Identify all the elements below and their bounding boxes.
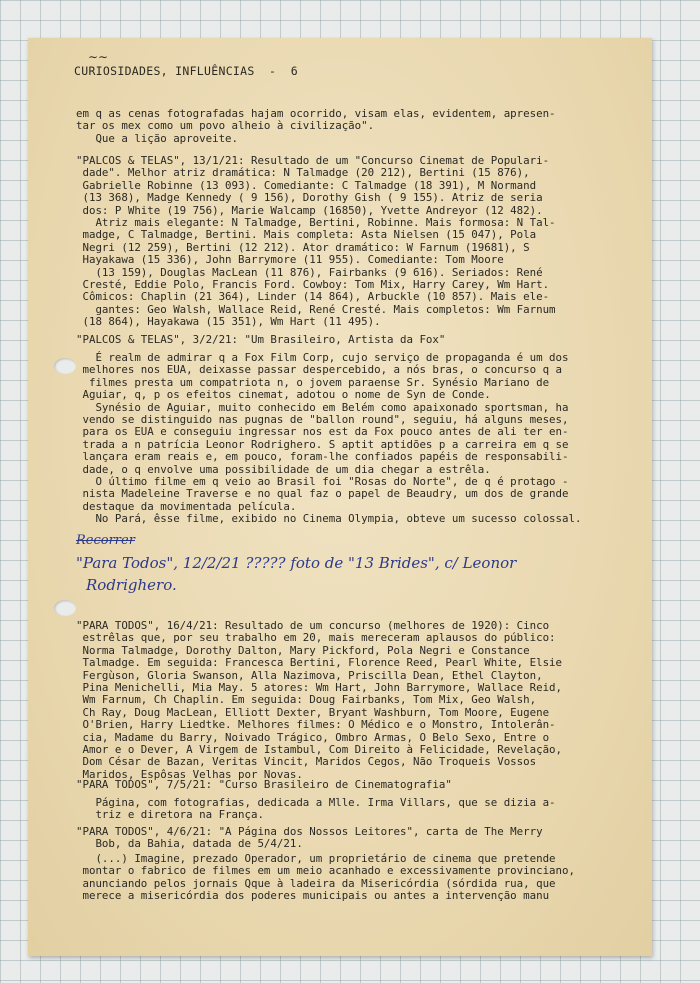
handwritten-line-3: Rodrighero. [86, 576, 177, 594]
entry-palcos-telas-3-2-21-body: É realm de admirar q a Fox Film Corp, cujo serviço de propaganda é um dos melhores nos EUA, deixasse passar despercebido, a nós bras, o concurso q a filmes presta um compatriota n, o jovem paraense Sr. Synésio Mariano de Aguiar, q, p os efeitos cinemat, adotou o nome de Syn de Conde. Synésio de Aguiar, muito conhecido em Belém como apaixonado sportsman, ha vendo se distinguido nas pugnas de "ballon round", seguiu, há alguns meses, para os EUA e conseguiu ingressar nos est da Fox pouco antes de ali ter en- trada a n patrícia Leonor Rodrighero. S aptit aptidões p a carreira em q se lançara eram reais e, em pouco, foram-lhe confiados papéis de responsabili- dade, o q envolve uma possibilidade de um dia chegar a estrêla. O último filme em q veio ao Brasil foi "Rosas do Norte", de q é protago - nista Madeleine Traverse e no qual faz o papel de Beaudry, um dos de grande destaque da movimentada película. No Pará, êsse filme, exibido no Cinema Olympia, obteve um sucesso colossal. [82, 351, 582, 526]
page-header: CURIOSIDADES, INFLUÊNCIAS - 6 [74, 64, 298, 78]
entry-para-todos-4-6-21-body: (...) Imagine, prezado Operador, um proprietário de cinema que pretende montar o fabrico de filmes em um meio acanhado e excessivamente provinciano, anunciando pelos jornais Qque à ladeira da Misericórdia (sórdida rua, que merece a misericórdia dos poderes municipais ou antes a intervenção manu [82, 852, 575, 903]
entry-palcos-telas-3-2-21-title: "PALCOS & TELAS", 3/2/21: "Um Brasileiro, Artista da Fox" [76, 333, 446, 346]
punch-hole [54, 600, 76, 616]
handwritten-note [76, 530, 516, 596]
entry-para-todos-7-5-21-title: "PARA TODOS", 7/5/21: "Curso Brasileiro de Cinematografia" [76, 778, 452, 791]
handwritten-line-2: "Para Todos", 12/2/21 ????? foto de "13 Brides", c/ Leonor [76, 554, 517, 572]
handwritten-line-1: Recorrer [76, 533, 135, 548]
entry-palcos-telas-13-1-21: "PALCOS & TELAS", 13/1/21: Resultado de um "Concurso Cinemat de Populari- dade". Melhor atriz dramática: N Talmadge (20 212), Bertini (15 876), Gabrielle Robinne (13 093). Comediante: C Talmadge (18 391), M Normand (13 368), Madge Kennedy ( 9 156), Dorothy Gish ( 9 155). Atriz de seria dos: P White (19 756), Marie Walcamp (16850), Yvette Andreyor (12 482). Atriz mais elegante: N Talmadge, Bertini, Robinne. Mais formosa: N Tal- madge, C Talmadge, Bertini. Mais completa: Asta Nielsen (15 047), Pola Negri (12 259), Bertini (12 212). Ator dramático: W Farnum (19681), S Hayakawa (15 336), John Barrymore (11 955). Comediante: Tom Moore (13 159), Douglas MacLean (11 876), Fairbanks (9 616). Seriados: René Cresté, Eddie Polo, Francis Ford. Cowboy: Tom Mix, Harry Carey, Wm Hart. Cômicos: Chaplin (21 364), Linder (14 864), Arbuckle (10 857). Mais ele- gantes: Geo Walsh, Wallace Reid, René Cresté. Mais completos: Wm Farnum (18 864), Hayakawa (15 351), Wm Hart (11 495). [76, 154, 556, 329]
paragraph-intro: em q as cenas fotografadas hajam ocorrido, visam elas, evidentem, apresen- tar os mex como um povo alheio à civilização". Que a lição aproveite. [76, 107, 556, 145]
entry-para-todos-16-4-21: "PARA TODOS", 16/4/21: Resultado de um concurso (melhores de 1920): Cinco estrêlas que, por seu trabalho em 20, mais mereceram aplausos do público: Norma Talmadge, Dorothy Dalton, Mary Pickford, Pola Negri e Constance Talmadge. Em seguida: Francesca Bertini, Florence Reed, Pearl White, Elsie Fergùson, Gloria Swanson, Alla Nazimova, Priscilla Dean, Ethel Clayton, Pina Menichelli, Mia May. 5 atores: Wm Hart, John Barrymore, Wallace Reid, Wm Farnum, Ch Chaplin. Em seguida: Doug Fairbanks, Tom Mix, Geo Walsh, Ch Ray, Doug MacLean, Elliott Dexter, Bryant Washburn, Tom Moore, Eugene O'Brien, Harry Liedtke. Melhores filmes: O Médico e o Monstro, Intolerân- cia, Madame du Barry, Noivado Trágico, Ombro Armas, O Belo Sexo, Entre o Amor e o Dever, A Virgem de Istambul, Com Direito à Felicidade, Revelação, Dom César de Bazan, Veritas Vincit, Maridos Cegos, Não Troqueis Vossos Maridos, Espôsas Velhas por Novas. [76, 619, 563, 781]
ink-mark-icon: ∼∼ [88, 50, 109, 64]
entry-para-todos-4-6-21-title: "PARA TODOS", 4/6/21: "A Página dos Nossos Leitores", carta de The Merry Bob, da Bahia, datada de 5/4/21. [76, 825, 543, 851]
entry-para-todos-7-5-21-body: Página, com fotografias, dedicada a Mlle. Irma Villars, que se dizia a- triz e diretora na França. [95, 796, 556, 822]
punch-hole [54, 358, 76, 374]
